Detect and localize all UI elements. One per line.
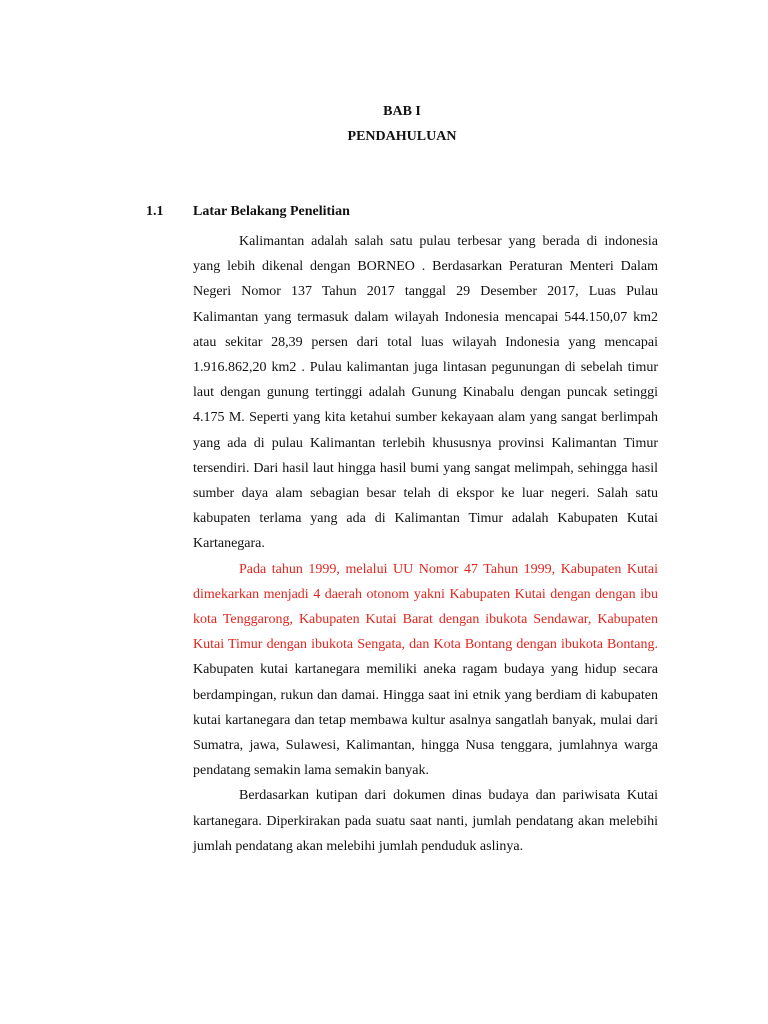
paragraph-1: Kalimantan adalah salah satu pulau terbesar yang berada di indonesia yang lebih dikenal dengan BORNEO . Berdasarkan Peraturan Menteri Dalam Negeri Nomor 137 Tahun 2017 tanggal 29 Desember 2017, Luas Pulau Kalimantan yang termasuk dalam wilayah Indonesia mencapai 544.150,07 km2 atau sekitar 28,39 persen dari total luas wilayah Indonesia yang mencapai 1.916.862,20 km2 . Pulau kalimantan juga lintasan pegunungan di sebelah timur laut dengan gunung tertinggi adalah Gunung Kinabalu dengan puncak setinggi 4.175 M. Seperti yang kita ketahui sumber kekayaan alam yang sangat berlimpah yang ada di pulau Kalimantan terlebih khususnya provinsi Kalimantan Timur tersendiri. Dari hasil laut hingga hasil bumi yang sangat melimpah, sehingga hasil sumber daya alam sebagian besar telah di ekspor ke luar negeri. Salah satu kabupaten terlama yang ada di Kalimantan Timur adalah Kabupaten Kutai Kartanegara. bbox=[193, 234, 658, 552]
highlighted-text: Pada tahun 1999, melalui UU Nomor 47 Tahun 1999, Kabupaten Kutai dimekarkan menjadi 4 daerah otonom yakni Kabupaten Kutai dengan dengan ibu kota Tenggarong, Kabupaten Kutai Barat dengan ibukota Sendawar, Kabupaten Kutai Timur dengan ibukota Sengata, dan Kota Bontang dengan ibukota Bontang. bbox=[193, 561, 658, 653]
chapter-title: PENDAHULUAN bbox=[347, 129, 457, 144]
paragraph-3: Berdasarkan kutipan dari dokumen dinas budaya dan pariwisata Kutai kartanegara. Diperkirakan pada suatu saat nanti, jumlah pendatang akan melebihi jumlah pendatang akan melebihi jumlah penduduk aslinya. bbox=[193, 788, 658, 854]
chapter-label: BAB I bbox=[383, 104, 421, 119]
section-heading bbox=[146, 204, 350, 220]
section-title: Latar Belakang Penelitian bbox=[193, 204, 350, 219]
paragraph-2 bbox=[193, 557, 658, 784]
section-number: 1.1 bbox=[146, 204, 164, 219]
body-text bbox=[193, 229, 658, 859]
paragraph-2-continuation: Kabupaten kutai kartanegara memiliki aneka ragam budaya yang hidup secara berdampingan, rukun dan damai. Hingga saat ini etnik yang berdiam di kabupaten kutai kartanegara dan tetap membawa kultur asalnya sangatlah banyak, mulai dari Sumatra, jawa, Sulawesi, Kalimantan, hingga Nusa tenggara, jumlahnya warga pendatang semakin lama semakin banyak. bbox=[193, 662, 658, 779]
